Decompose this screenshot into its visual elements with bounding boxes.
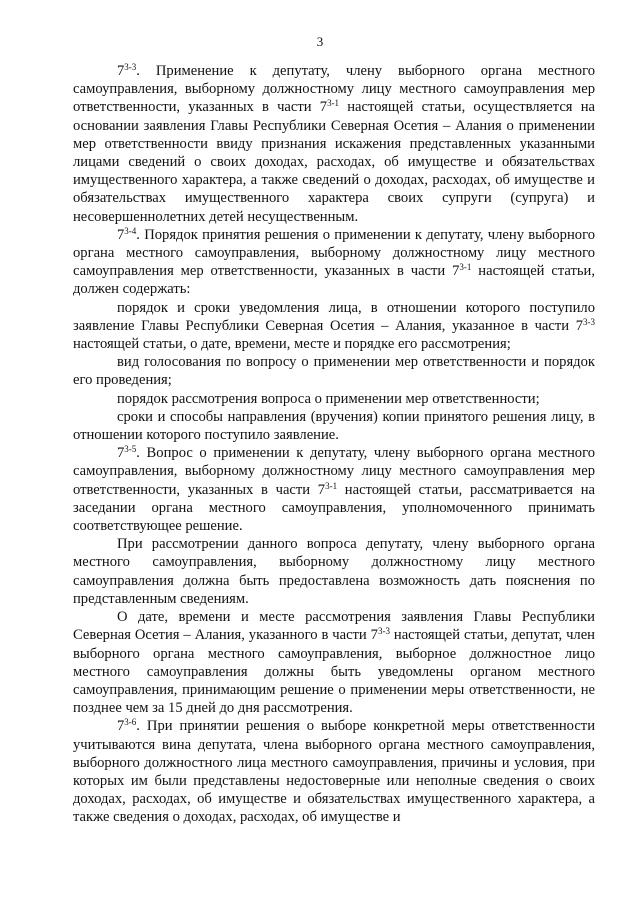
paragraph-explanations: При рассмотрении данного вопроса депутату, члену выборного органа местного самоуправления, выборному должностному лицу местного самоуправления должна быть предоставлена возможность дать пояснения по представленным сведениям. [73, 536, 595, 607]
paragraph-7-3-4: 7$^{3-4}$. Порядок принятия решения о применении к депутату, члену выборного органа местного самоуправления, выборному должностному лицу местного самоуправления мер ответственности, указанных в части 7$^{3-1}$ настоящей статьи, должен содержать: [73, 225, 595, 298]
paragraph-notification-procedure: порядок и сроки уведомления лица, в отношении которого поступило заявление Главы Республики Северная Осетия – Алания, указанное в части 7$^{3-3}$ настоящей статьи, о дате, времени, месте и порядке его рассмотрения; [73, 299, 595, 353]
paragraph-voting-type: вид голосования по вопросу о применении мер ответственности и порядок его проведения; [73, 354, 595, 389]
paragraph-7-3-5: 7$^{3-5}$. Вопрос о применении к депутату, члену выборного органа местного самоуправления, выборному должностному лицу местного самоуправления мер ответственности, указанных в части 7$^{3-1}$ настоящей статьи, рассматривается на заседании органа местного самоуправления, уполномоченного принимать соответствующее решение. [73, 444, 595, 535]
paragraph-consideration-procedure: порядок рассмотрения вопроса о применении мер ответственности; [117, 390, 540, 407]
paragraph-decision-delivery: сроки и способы направления (вручения) копии принятого решения лицу, в отношении которого поступило заявление. [73, 408, 595, 444]
paragraph-7-3-3: 7$^{3-3}$. Применение к депутату, члену выборного органа местного самоуправления, выборному должностному лицу местного самоуправления мер ответственности, указанных в части 7$^{3-1}$ настоящей статьи, осуществляется на основании заявления Главы Республики Северная Осетия – Алания о применении мер ответственности ввиду признания искажения представленных указанными лицами сведений о своих доходах, расходах, об имуществе и обязательствах имущественного характера, а также сведений о доходах, расходах, об имуществе и обязательствах имущественного характера своих супруги (супруга) и несовершеннолетних детей несущественным. [73, 62, 595, 225]
document-body [73, 62, 595, 827]
paragraph-notification-deadline: О дате, времени и месте рассмотрения заявления Главы Республики Северная Осетия – Алания, указанного в части 7$^{3-3}$ настоящей статьи, депутат, член выборного органа местного самоуправления, выборное должностное лицо местного самоуправления должны быть уведомлены органом местного самоуправления, принимающим решение о применении меры ответственности, не позднее чем за 15 дней до дня рассмотрения. [73, 609, 595, 717]
paragraph-7-3-6: 7$^{3-6}$. При принятии решения о выборе конкретной меры ответственности учитываются вина депутата, члена выборного органа местного самоуправления, выборного должностного лица местного самоуправления, причины и условия, при которых им были представлены недостоверные или неполные сведения о своих доходах, расходах, об имуществе и обязательствах имущественного характера, а также сведения о доходах, расходах, об имуществе и [73, 717, 595, 826]
page-number: 3 [316, 34, 324, 49]
